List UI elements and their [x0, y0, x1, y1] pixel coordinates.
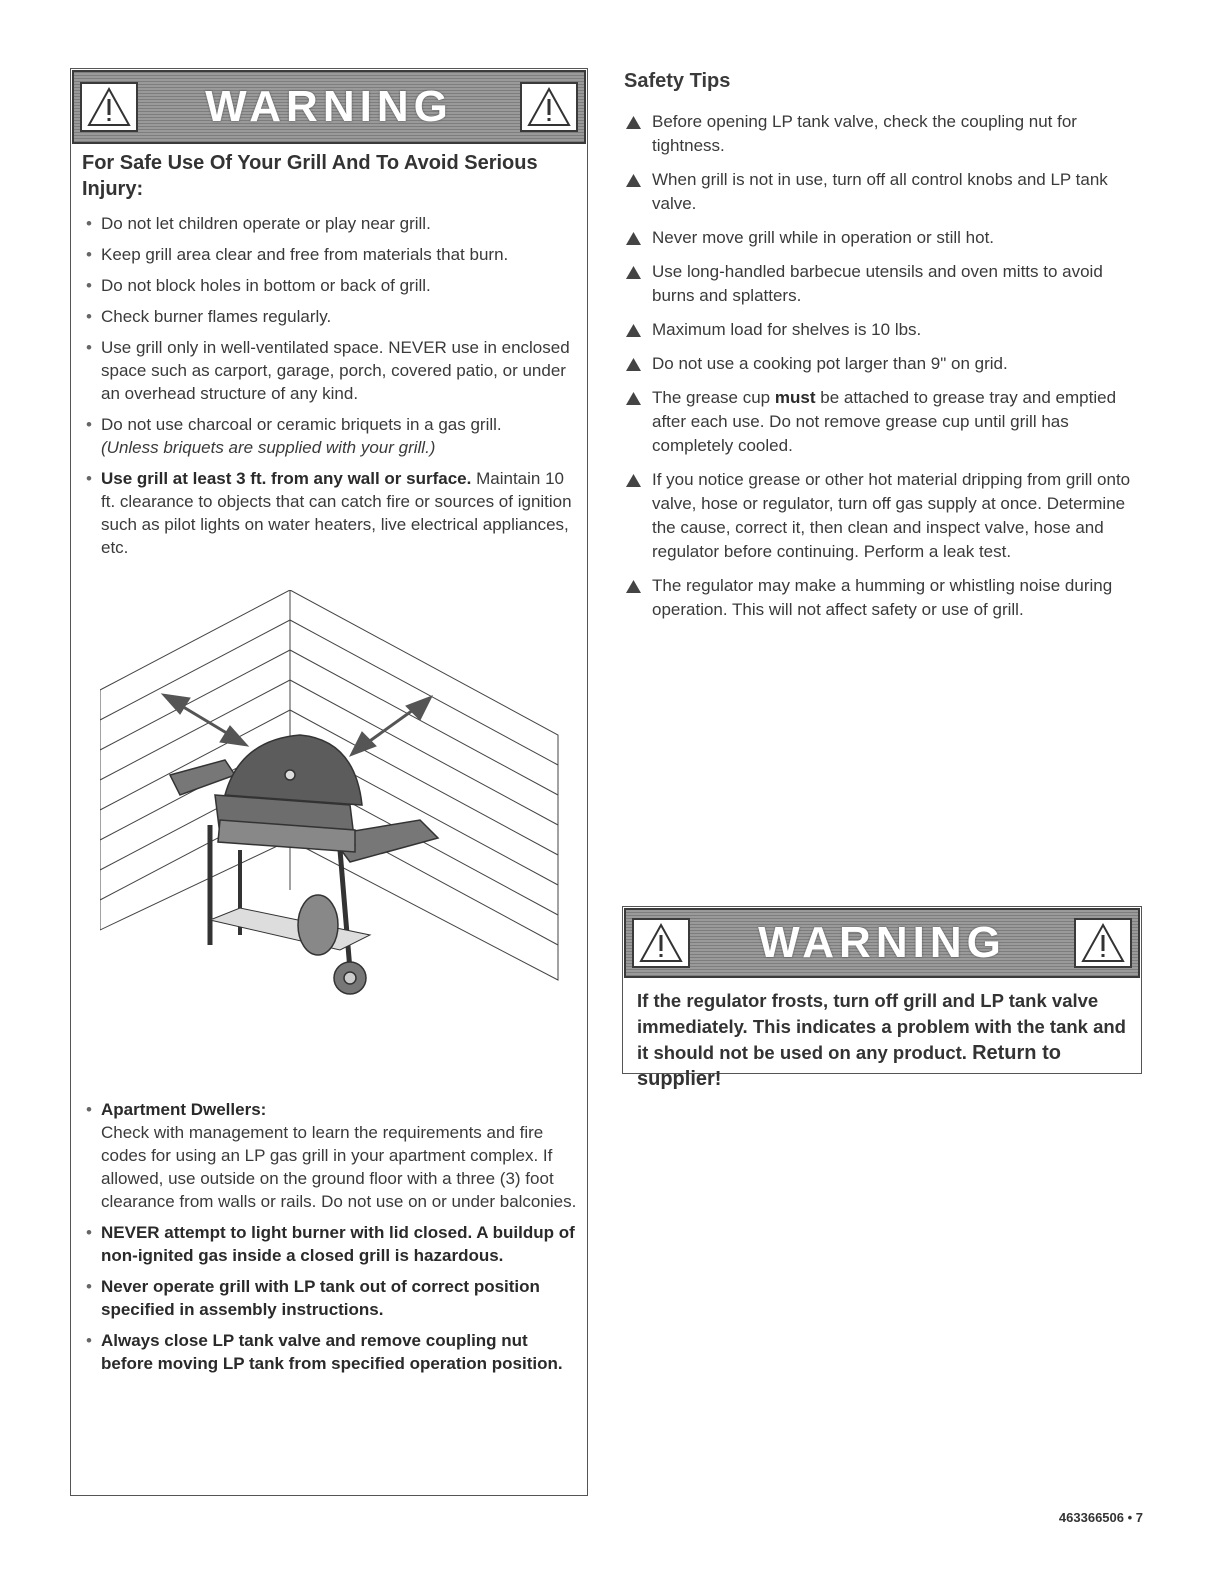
list-item	[84, 1329, 579, 1375]
left-warning-banner	[72, 70, 586, 144]
tip-text: Never move grill while in operation or still hot.	[652, 228, 995, 247]
right-warning-text	[637, 988, 1137, 1092]
left-banner-hazard-icon-right	[520, 82, 578, 132]
right-banner-hazard-icon-left	[632, 918, 690, 968]
warning-triangle-icon	[626, 392, 641, 405]
left-warning-bullets	[84, 212, 574, 567]
tip-text: Maximum load for shelves is 10 lbs.	[652, 320, 922, 339]
right-warning-emphasis: Return to supplier!	[637, 1042, 1061, 1090]
left-banner-label: WARNING	[205, 82, 453, 131]
bullet-text: Do not block holes in bottom or back of grill.	[101, 276, 431, 295]
list-item	[624, 574, 1144, 622]
bullet-bold-text: Never operate grill with LP tank out of correct position specified in assembly instructions.	[101, 1277, 540, 1319]
left-banner-hazard-icon-left	[80, 82, 138, 132]
right-banner-label: WARNING	[758, 918, 1006, 967]
tip-text: be attached to grease tray and emptied after each use. Do not remove grease cup until grill has completely cooled.	[652, 388, 1117, 455]
bullet-text: Keep grill area clear and free from materials that burn.	[101, 245, 509, 264]
list-item	[84, 413, 574, 459]
page-footer: 463366506 • 7	[1058, 1510, 1143, 1525]
list-item	[84, 1221, 579, 1267]
bullet-text: Check burner flames regularly.	[101, 307, 332, 326]
tip-text: Use long-handled barbecue utensils and oven mitts to avoid burns and splatters.	[652, 262, 1103, 305]
bullet-text: Maintain 10 ft. clearance to objects that can catch fire or sources of ignition such as pilot lights on water heaters, live electrical appliances, etc.	[101, 469, 572, 557]
warning-triangle-icon	[626, 174, 641, 187]
tip-text: When grill is not in use, turn off all control knobs and LP tank valve.	[652, 170, 1108, 213]
bullet-bold-text: Use grill at least 3 ft. from any wall or surface.	[101, 469, 472, 488]
list-item	[84, 212, 574, 235]
bullet-italic-note: (Unless briquets are supplied with your grill.)	[101, 438, 436, 457]
grill-clearance-diagram	[100, 590, 560, 1010]
right-warning-body: If the regulator frosts, turn off grill and LP tank valve immediately. This indicates a problem with the tank and it should not be used on any product.	[637, 990, 1126, 1063]
warning-triangle-icon	[626, 474, 641, 487]
bullet-bold-text: Always close LP tank valve and remove coupling nut before moving LP tank from specified operation position.	[101, 1331, 563, 1373]
tip-text: The grease cup	[652, 388, 771, 407]
list-item	[84, 274, 574, 297]
warning-triangle-icon	[626, 266, 641, 279]
tip-text: If you notice grease or other hot material dripping from grill onto valve, hose or regulator, turn off gas supply at once. Determine the cause, correct it, then clean and inspect valve, hose and regulator before continuing. Perform a leak test.	[652, 470, 1131, 561]
bullet-text: Use grill only in well-ventilated space. NEVER use in enclosed space such as carport, garage, porch, covered patio, or under an overhead structure of any kind.	[101, 338, 570, 403]
list-item	[624, 386, 1144, 458]
list-item	[624, 110, 1144, 158]
left-warning-heading: For Safe Use Of Your Grill And To Avoid Serious Injury:	[82, 152, 538, 200]
left-warning-bullets-bottom	[84, 1098, 579, 1383]
bullet-bold-text: Apartment Dwellers:	[101, 1100, 267, 1119]
tip-text: Do not use a cooking pot larger than 9" on grid.	[652, 354, 1008, 373]
list-item	[624, 226, 1144, 250]
bullet-bold-text: NEVER attempt to light burner with lid closed. A buildup of non-ignited gas inside a closed grill is hazardous.	[101, 1223, 575, 1265]
warning-triangle-icon	[626, 580, 641, 593]
list-item	[84, 336, 574, 405]
list-item	[624, 468, 1144, 564]
warning-triangle-icon	[626, 232, 641, 245]
list-item	[624, 352, 1144, 376]
safety-tips-title: Safety Tips	[624, 70, 731, 92]
list-item	[84, 305, 574, 328]
list-item	[84, 243, 574, 266]
list-item	[624, 168, 1144, 216]
list-item	[84, 1275, 579, 1321]
safety-tips-list	[624, 110, 1144, 632]
tip-text: Before opening LP tank valve, check the coupling nut for tightness.	[652, 112, 1077, 155]
tip-bold-text: must	[774, 388, 816, 407]
list-item	[624, 318, 1144, 342]
bullet-text: Check with management to learn the requirements and fire codes for using an LP gas grill in your apartment complex. If allowed, use outside on the ground floor with a three (3) foot clearance from walls or rails. Do not use on or under balconies.	[101, 1123, 577, 1211]
right-banner-hazard-icon-right	[1074, 918, 1132, 968]
bullet-text: Do not use charcoal or ceramic briquets in a gas grill.	[101, 415, 502, 434]
bullet-text: Do not let children operate or play near grill.	[101, 214, 431, 233]
warning-triangle-icon	[626, 116, 641, 129]
list-item	[84, 467, 574, 559]
warning-triangle-icon	[626, 324, 641, 337]
list-item	[84, 1098, 579, 1213]
warning-triangle-icon	[626, 358, 641, 371]
list-item	[624, 260, 1144, 308]
tip-text: The regulator may make a humming or whistling noise during operation. This will not affect safety or use of grill.	[652, 576, 1113, 619]
right-warning-banner	[624, 908, 1140, 978]
